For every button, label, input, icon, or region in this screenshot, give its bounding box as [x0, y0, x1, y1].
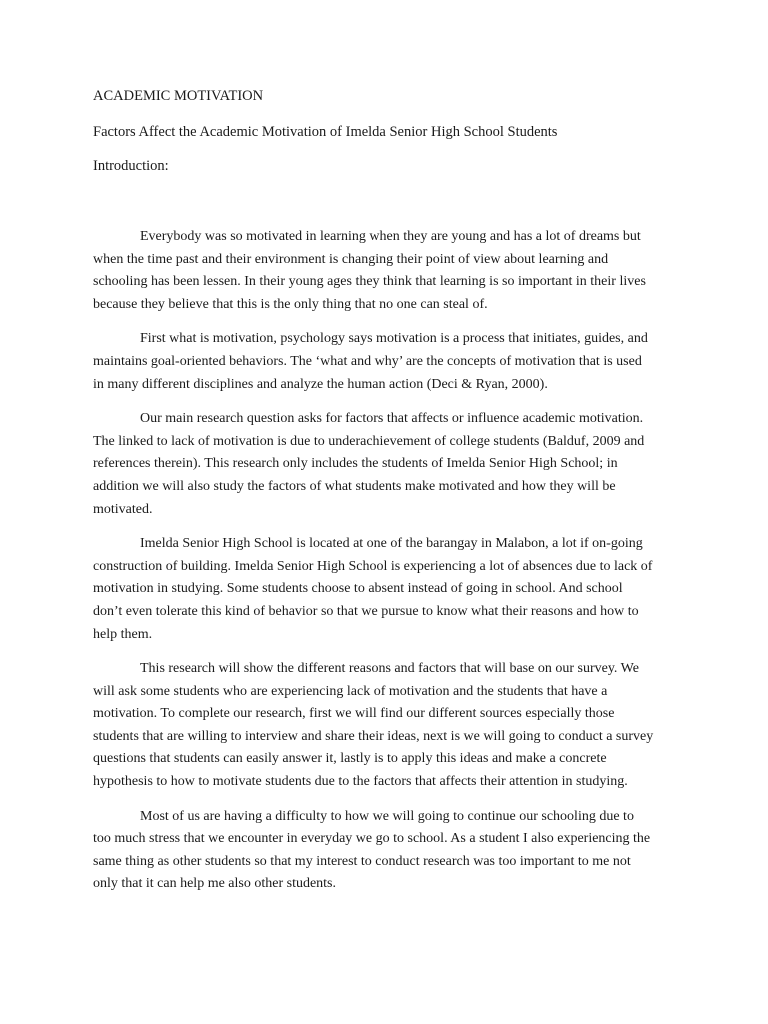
paragraph-3: Our main research question asks for factors that affects or influence academic motivation. The linked to lack of motivation is due to underachievement of college students (Balduf, 2009 and references therein). This research only includes the students of Imelda Senior High School; in addition we will also study the factors of what students make motivated and how they will be motivated.	[93, 411, 645, 517]
section-heading-introduction: Introduction:	[93, 158, 169, 174]
paragraph-1: Everybody was so motivated in learning when they are young and has a lot of dreams but when the time past and their environment is changing their point of view about learning and schooling has been lessen. In their young ages they think that learning is so important in their lives because they believe that this is the only thing that no one can steal of.	[93, 229, 646, 312]
document-body	[93, 226, 655, 908]
paragraph-5: This research will show the different reasons and factors that will base on our survey. We will ask some students who are experiencing lack of motivation and the students that have a motivation. To complete our research, first we will find our different sources especially those students that are willing to interview and share their ideas, next is we will going to conduct a survey questions that students can easily answer it, lastly is to apply this ideas and make a concrete hypothesis to how to motivate students due to the factors that affects their attention in studying.	[93, 661, 654, 790]
paragraph-2: First what is motivation, psychology says motivation is a process that initiates, guides, and maintains goal-oriented behaviors. The ‘what and why’ are the concepts of motivation that is used in many different disciplines and analyze the human action (Deci & Ryan, 2000).	[93, 331, 648, 392]
paragraph-4: Imelda Senior High School is located at one of the barangay in Malabon, a lot if on-going construction of building. Imelda Senior High School is experiencing a lot of absences due to lack of motivation in studying. Some students choose to absent instead of going in school. And school don’t even tolerate this kind of behavior so that we pursue to know what their reasons and how to help them.	[93, 536, 653, 642]
document-title: ACADEMIC MOTIVATION	[93, 88, 264, 104]
paragraph-6: Most of us are having a difficulty to how we will going to continue our schooling due to too much stress that we encounter in everyday we go to school. As a student I also experiencing the same thing as other students so that my interest to conduct research was too important to me not only that it can help me also other students.	[93, 808, 651, 892]
document-subtitle: Factors Affect the Academic Motivation of Imelda Senior High School Students	[93, 124, 558, 140]
